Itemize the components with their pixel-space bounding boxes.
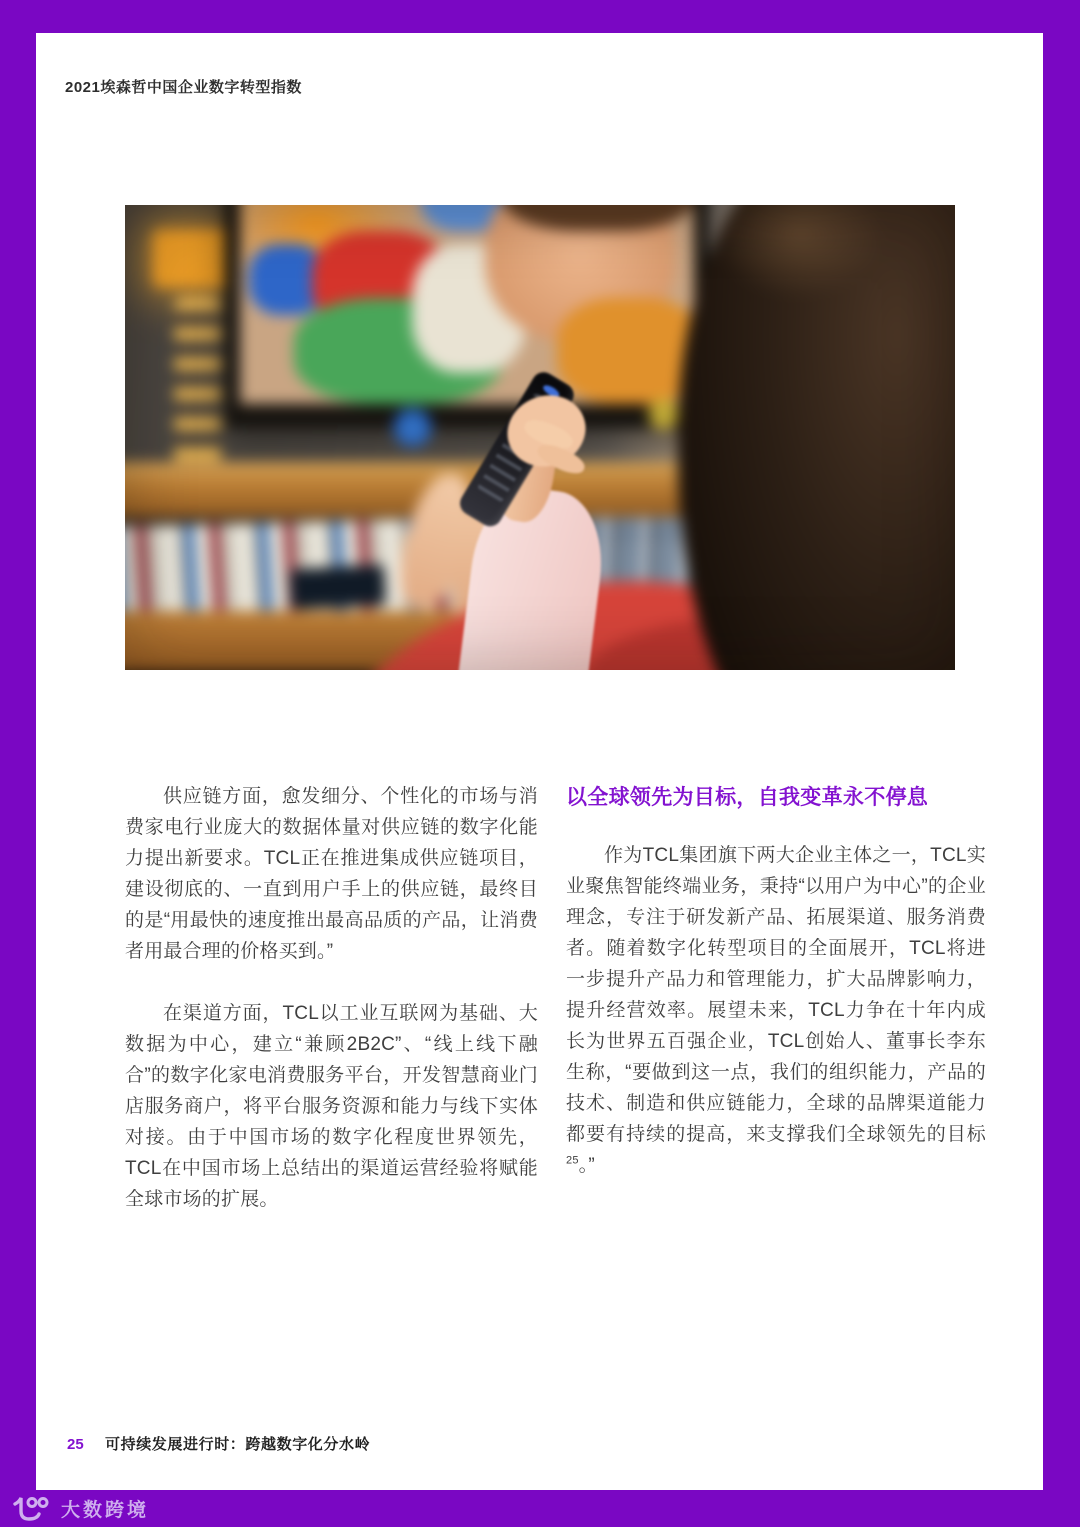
paragraph-global-goal-text: 作为TCL集团旗下两大企业主体之一，TCL实业聚焦智能终端业务，秉持“以用户为中心”的企业理念，专注于研发新产品、拓展渠道、服务消费者。随着数字化转型项目的全面展开，TCL将进一步提升产品力和管理能力，扩大品牌影响力，提升经营效率。展望未来，TCL力争在十年内成长为世界五百强企业，TCL创始人、董事长李东生称，“要做到这一点，我们的组织能力，产品的技术、制造和供应链能力，全球的品牌渠道能力都要有持续的提高，来支撑我们全球领先的目标 bbox=[566, 845, 986, 1145]
paragraph-channels: 在渠道方面，TCL以工业互联网为基础、大数据为中心，建立“兼顾2B2C”、“线上线下融合”的数字化家电消费服务平台，开发智慧商业门店服务商户，将平台服务资源和能力与线下实体对接。由于中国市场的数字化程度世界领先，TCL在中国市场上总结出的渠道运营经验将赋能全球市场的扩展。 bbox=[125, 1003, 538, 1210]
footer-report-title: 可持续发展进行时：跨越数字化分水岭 bbox=[105, 1436, 371, 1453]
page-footer bbox=[67, 1433, 370, 1454]
footnote-reference: 25 bbox=[566, 1154, 579, 1167]
watermark-bar bbox=[0, 1490, 1080, 1527]
report-header: 2021埃森哲中国企业数字转型指数 bbox=[65, 79, 302, 96]
right-column bbox=[566, 781, 986, 1215]
dashukuajing-logo-text: 大数跨境 bbox=[61, 1500, 150, 1521]
paragraph-supply-chain: 供应链方面，愈发细分、个性化的市场与消费家电行业庞大的数据体量对供应链的数字化能力提出新要求。TCL正在推进集成供应链项目，建设彻底的、一直到用户手上的供应链，最终目的是“用最快的速度推出最高品质的产品，让消费者用最合理的价格买到。” bbox=[125, 786, 538, 962]
dashukuajing-100-icon bbox=[10, 1495, 52, 1523]
dashukuajing-logo bbox=[10, 1495, 149, 1523]
paragraph-global-goal-tail: 。” bbox=[578, 1155, 595, 1176]
report-page bbox=[36, 33, 1043, 1490]
tv-remote-photo bbox=[125, 205, 955, 670]
page-number: 25 bbox=[67, 1436, 84, 1453]
section-heading: 以全球领先为目标，自我变革永不停息 bbox=[566, 786, 929, 809]
photo-vignette bbox=[125, 205, 955, 670]
left-column bbox=[125, 781, 538, 1215]
paragraph-global-goal bbox=[566, 840, 986, 1181]
body-columns bbox=[125, 781, 986, 1215]
